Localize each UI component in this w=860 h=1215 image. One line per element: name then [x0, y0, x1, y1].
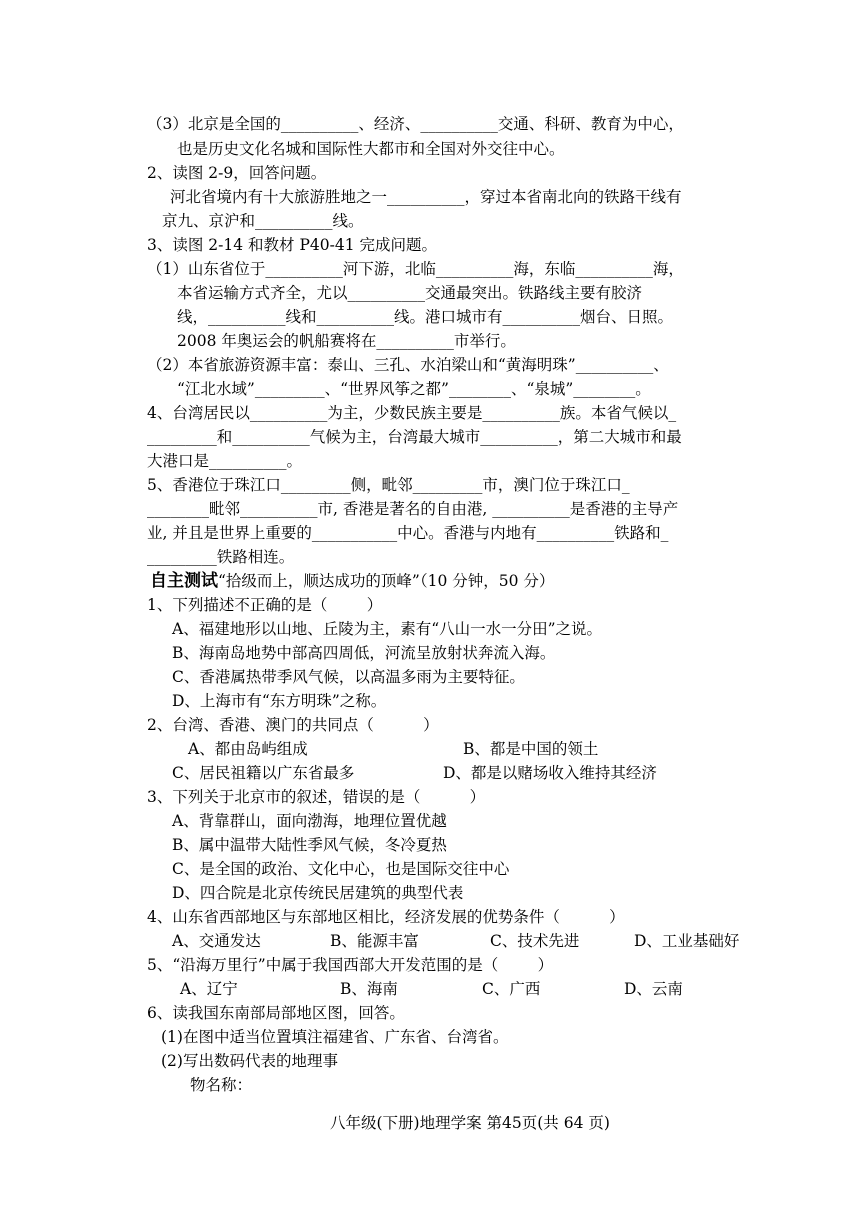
text-line: 河北省境内有十大旅游胜地之一__________，穿过本省南北向的铁路干线有 — [170, 188, 682, 206]
option: D、工业基础好 — [634, 932, 740, 950]
text-line: _________和__________气候为主，台湾最大城市__________，第二大城市和最 — [147, 428, 682, 446]
mc-question-2: 2、台湾、香港、澳门的共同点（ ） — [147, 716, 439, 734]
option: C、是全国的政治、文化中心，也是国际交往中心 — [172, 860, 510, 878]
option: C、技术先进 — [490, 932, 580, 950]
mc-question-5: 5、“沿海万里行”中属于我国西部大开发范围的是（ ） — [147, 956, 554, 974]
text-line: （1）山东省位于__________河下游，北临__________海，东临__________海， — [147, 260, 684, 278]
question-2: 2、读图 2-9，回答问题。 — [147, 164, 327, 182]
text-line: ________毗邻__________市, 香港是著名的自由港, __________是香港的主导产 — [147, 500, 679, 518]
text-line: 大港口是__________。 — [147, 452, 303, 470]
mc-question-1: 1、下列描述不正确的是（ ） — [147, 596, 383, 614]
text-line: （2）本省旅游资源丰富：泰山、三孔、水泊梁山和“黄海明珠”__________、 — [147, 356, 669, 374]
option: B、海南 — [340, 980, 398, 998]
option: B、属中温带大陆性季风气候，冬冷夏热 — [172, 836, 447, 854]
text-line: _________铁路相连。 — [147, 548, 295, 566]
option: B、都是中国的领土 — [463, 740, 599, 758]
option: D、都是以赌场收入维持其经济 — [443, 764, 657, 782]
question-3: 3、读图 2-14 和教材 P40-41 完成问题。 — [147, 236, 438, 254]
text-line: 2008 年奥运会的帆船赛将在__________市举行。 — [177, 332, 516, 350]
option: B、能源丰富 — [330, 932, 419, 950]
option: A、福建地形以山地、丘陵为主，素有“八山一水一分田”之说。 — [172, 620, 603, 638]
mc-question-4: 4、山东省西部地区与东部地区相比，经济发展的优势条件（ ） — [147, 908, 625, 926]
option: C、广西 — [482, 980, 541, 998]
text-line: (1)在图中适当位置填注福建省、广东省、台湾省。 — [161, 1028, 509, 1046]
section-heading: 自主测试 — [150, 571, 218, 591]
text-line: （3）北京是全国的__________、经济、__________交通、科研、教育为中心， — [147, 115, 684, 133]
mc-question-3: 3、下列关于北京市的叙述，错误的是（ ） — [147, 788, 486, 806]
option: A、辽宁 — [180, 980, 238, 998]
option: D、四合院是北京传统民居建筑的典型代表 — [172, 884, 464, 902]
option: A、都由岛屿组成 — [188, 740, 308, 758]
option: A、交通发达 — [172, 932, 261, 950]
text-line: “江北水域”_________、“世界风筝之都”________、“泉城”________。 — [177, 380, 651, 398]
option: D、上海市有“东方明珠”之称。 — [172, 692, 387, 710]
text-line: (2)写出数码代表的地理事 — [161, 1052, 338, 1070]
page-footer: 八年级(下册)地理学案 第45页(共 64 页) — [330, 1114, 610, 1132]
self-test-heading — [150, 570, 554, 593]
text-line: 本省运输方式齐全，尤以__________交通最突出。铁路线主要有胶济 — [177, 284, 643, 302]
question-4: 4、台湾居民以__________为主，少数民族主要是__________族。本省气候以_ — [147, 404, 677, 422]
section-subtitle: “拾级而上，顺达成功的顶峰”（10 分钟，50 分） — [218, 572, 555, 590]
text-line: 线，__________线和__________线。港口城市有__________烟台、日照。 — [177, 308, 674, 326]
text-line: 业, 并且是世界上重要的___________中心。香港与内地有__________铁路和_ — [147, 524, 669, 542]
option: A、背靠群山，面向渤海，地理位置优越 — [172, 812, 447, 830]
option: C、香港属热带季风气候，以高温多雨为主要特征。 — [172, 668, 525, 686]
option: B、海南岛地势中部高四周低，河流呈放射状奔流入海。 — [172, 644, 556, 662]
text-line: 也是历史文化名城和国际性大都市和全国对外交往中心。 — [177, 140, 565, 158]
option: C、居民祖籍以广东省最多 — [172, 764, 355, 782]
text-line: 京九、京沪和__________线。 — [162, 212, 364, 230]
text-line: 物名称： — [190, 1076, 253, 1094]
question-5: 5、香港位于珠江口_________侧，毗邻_________市，澳门位于珠江口_ — [147, 476, 630, 494]
option: D、云南 — [624, 980, 683, 998]
question-6: 6、读我国东南部局部地区图，回答。 — [147, 1004, 405, 1022]
